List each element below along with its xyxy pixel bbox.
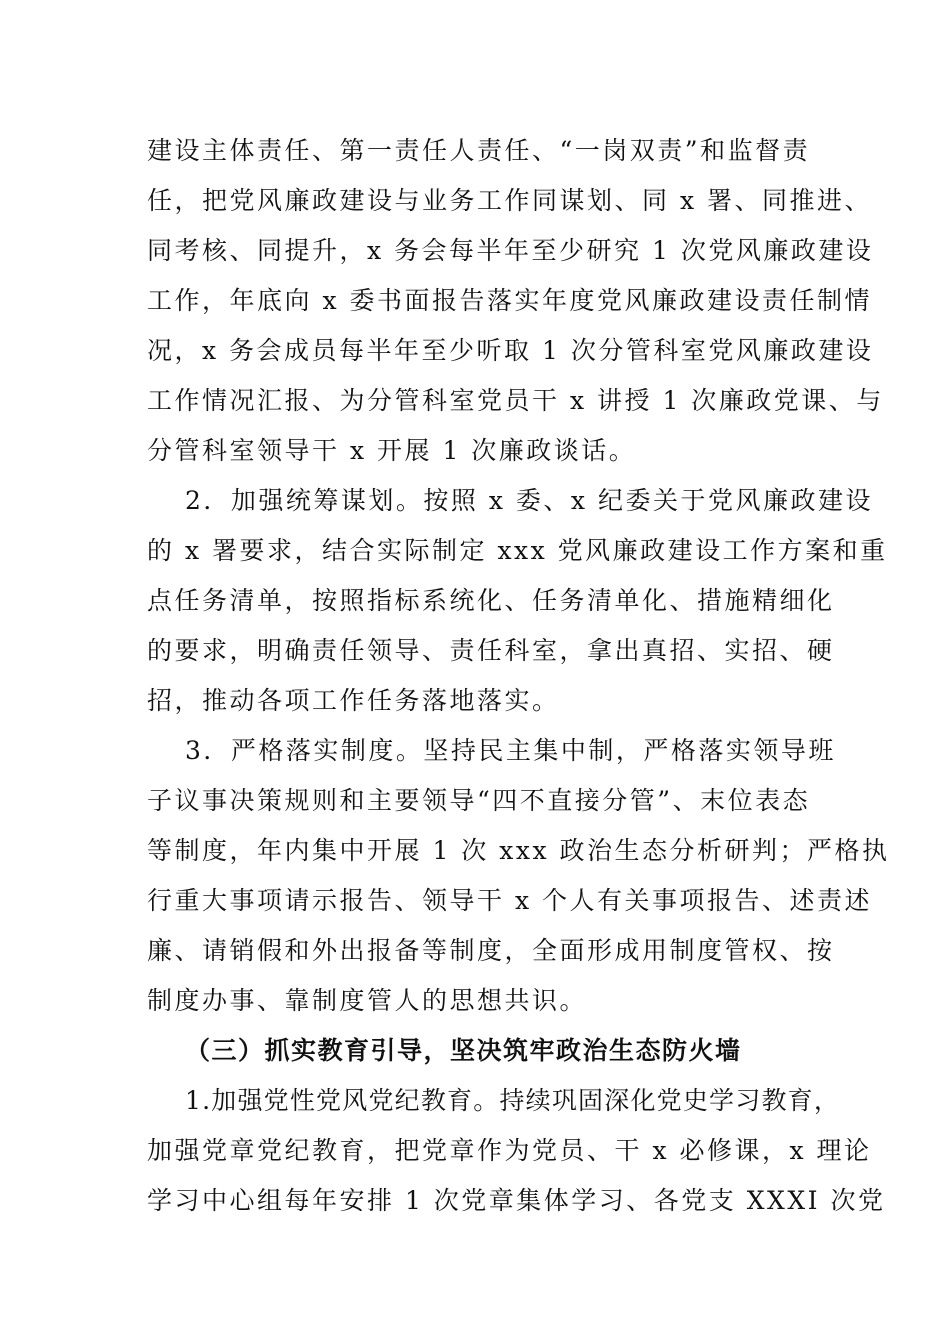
text-line: 工作，年底向 x 委书面报告落实年度党风廉政建设责任制情: [147, 286, 872, 315]
text-line: 招，推动各项工作任务落地落实。: [147, 686, 560, 715]
text-line: 学习中心组每年安排 1 次党章集体学习、各党支 XXXI 次党: [147, 1186, 886, 1215]
text-line: 的要求，明确责任领导、责任科室，拿出真招、实招、硬: [147, 636, 835, 665]
text-line: 点任务清单，按照指标系统化、任务清单化、措施精细化: [147, 586, 835, 615]
paragraph-start-line: 2．加强统筹谋划。按照 x 委、x 纪委关于党风廉政建设: [185, 486, 873, 515]
text-line: 的 x 署要求，结合实际制定 xxx 党风廉政建设工作方案和重: [147, 536, 888, 565]
text-line: 工作情况汇报、为分管科室党员干 x 讲授 1 次廉政党课、与: [147, 386, 884, 415]
text-line: 况，x 务会成员每半年至少听取 1 次分管科室党风廉政建设: [147, 336, 874, 365]
text-line: 等制度，年内集中开展 1 次 xxx 政治生态分析研判；严格执: [147, 836, 890, 865]
text-line: 廉、请销假和外出报备等制度，全面形成用制度管权、按: [147, 936, 835, 965]
paragraph-start-line: 3．严格落实制度。坚持民主集中制，严格落实领导班: [185, 736, 836, 765]
text-line: 制度办事、靠制度管人的思想共识。: [147, 986, 588, 1015]
text-line: 分管科室领导干 x 开展 1 次廉政谈话。: [147, 436, 637, 465]
text-line: 加强党章党纪教育，把党章作为党员、干 x 必修课，x 理论: [147, 1136, 872, 1165]
text-line: 子议事决策规则和主要领导“四不直接分管”、末位表态: [147, 786, 811, 815]
paragraph-start-line: 1.加强党性党风党纪教育。持续巩固深化党史学习教育，: [185, 1086, 841, 1115]
text-line: 行重大事项请示报告、领导干 x 个人有关事项报告、述责述: [147, 886, 872, 915]
text-line: 同考核、同提升，x 务会每半年至少研究 1 次党风廉政建设: [147, 236, 874, 265]
text-line: 建设主体责任、第一责任人责任、“一岗双责”和监督责: [147, 136, 811, 165]
section-heading: （三）抓实教育引导，坚决筑牢政治生态防火墙: [185, 1036, 742, 1065]
text-line: 任，把党风廉政建设与业务工作同谋划、同 x 署、同推进、: [147, 186, 872, 215]
